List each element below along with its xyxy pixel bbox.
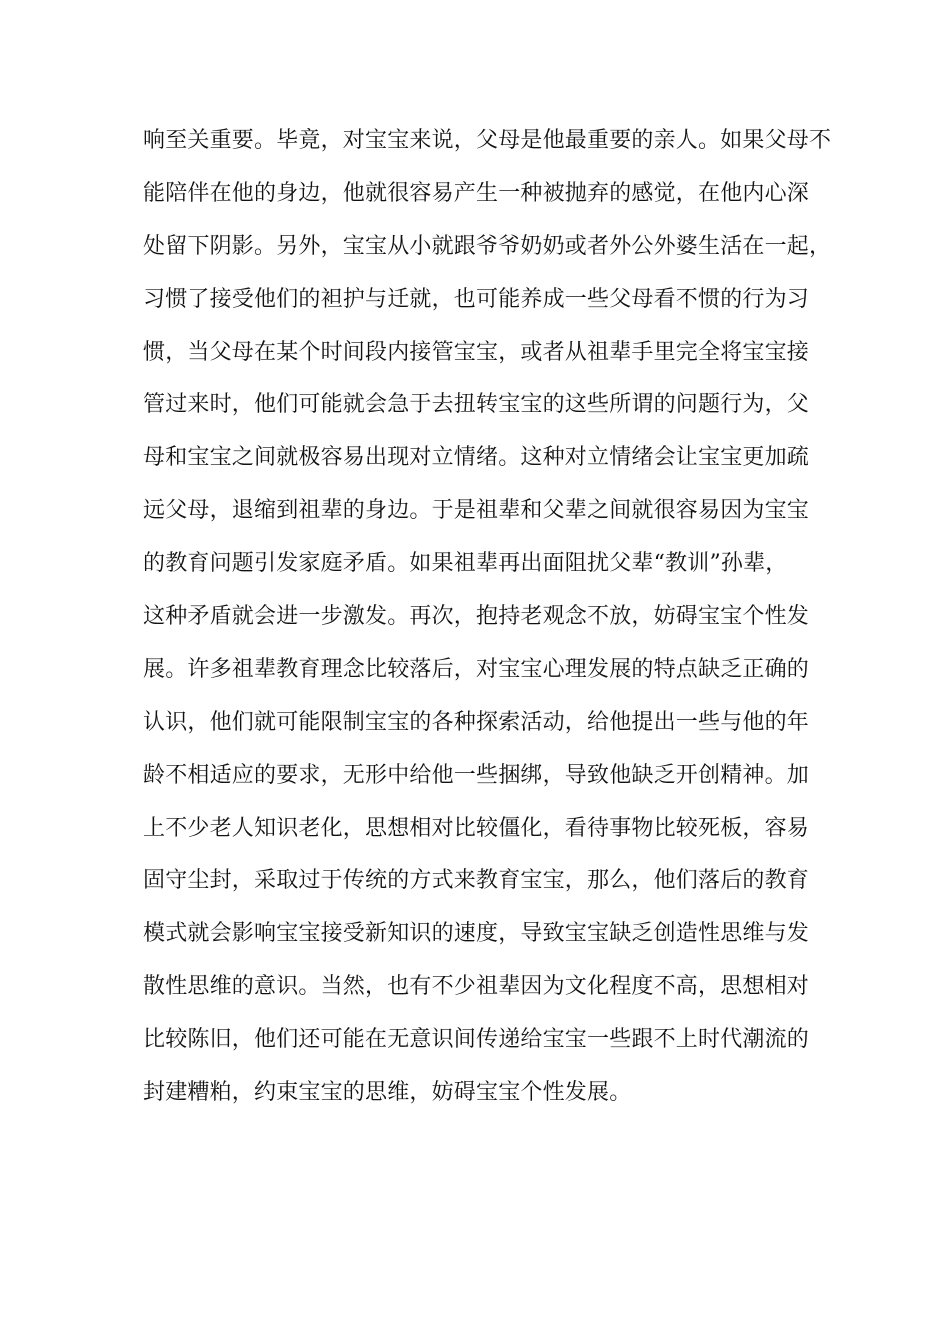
text-line-11: 展。许多祖辈教育理念比较落后，对宝宝心理发展的特点缺乏正确的 bbox=[143, 656, 810, 682]
text-line-6: 管过来时，他们可能就会急于去扭转宝宝的这些所谓的问题行为，父 bbox=[143, 392, 810, 418]
text-line-12: 认识，他们就可能限制宝宝的各种探索活动，给他提出一些与他的年 bbox=[143, 709, 810, 735]
text-line-13: 龄不相适应的要求，无形中给他一些捆绑，导致他缺乏开创精神。加 bbox=[143, 762, 810, 788]
text-line-16: 模式就会影响宝宝接受新知识的速度，导致宝宝缺乏创造性思维与发 bbox=[143, 921, 810, 947]
text-line-8: 远父母，退缩到祖辈的身边。于是祖辈和父辈之间就很容易因为宝宝 bbox=[143, 498, 810, 524]
text-line-15: 固守尘封，采取过于传统的方式来教育宝宝，那么，他们落后的教育 bbox=[143, 868, 810, 894]
text-line-2: 能陪伴在他的身边，他就很容易产生一种被抛弃的感觉，在他内心深 bbox=[143, 180, 810, 206]
text-line-1: 响至关重要。毕竟，对宝宝来说，父母是他最重要的亲人。如果父母不 bbox=[143, 128, 832, 153]
text-line-3: 处留下阴影。另外，宝宝从小就跟爷爷奶奶或者外公外婆生活在一起， bbox=[143, 233, 832, 259]
text-line-14: 上不少老人知识老化，思想相对比较僵化，看待事物比较死板，容易 bbox=[143, 815, 810, 841]
text-line-7: 母和宝宝之间就极容易出现对立情绪。这种对立情绪会让宝宝更加疏 bbox=[143, 445, 810, 471]
text-line-17: 散性思维的意识。当然，也有不少祖辈因为文化程度不高，思想相对 bbox=[143, 974, 810, 1000]
text-line-5: 惯，当父母在某个时间段内接管宝宝，或者从祖辈手里完全将宝宝接 bbox=[143, 339, 810, 365]
text-line-18: 比较陈旧，他们还可能在无意识间传递给宝宝一些跟不上时代潮流的 bbox=[143, 1027, 810, 1053]
text-line-4: 习惯了接受他们的袒护与迁就，也可能养成一些父母看不惯的行为习 bbox=[143, 286, 810, 312]
text-line-10: 这种矛盾就会进一步激发。再次，抱持老观念不放，妨碍宝宝个性发 bbox=[143, 604, 810, 630]
body-paragraph bbox=[143, 124, 832, 1129]
text-line-9: 的教育问题引发家庭矛盾。如果祖辈再出面阻扰父辈“教训”孙辈， bbox=[143, 551, 788, 577]
text-line-19: 封建糟粕，约束宝宝的思维，妨碍宝宝个性发展。 bbox=[143, 1080, 632, 1106]
